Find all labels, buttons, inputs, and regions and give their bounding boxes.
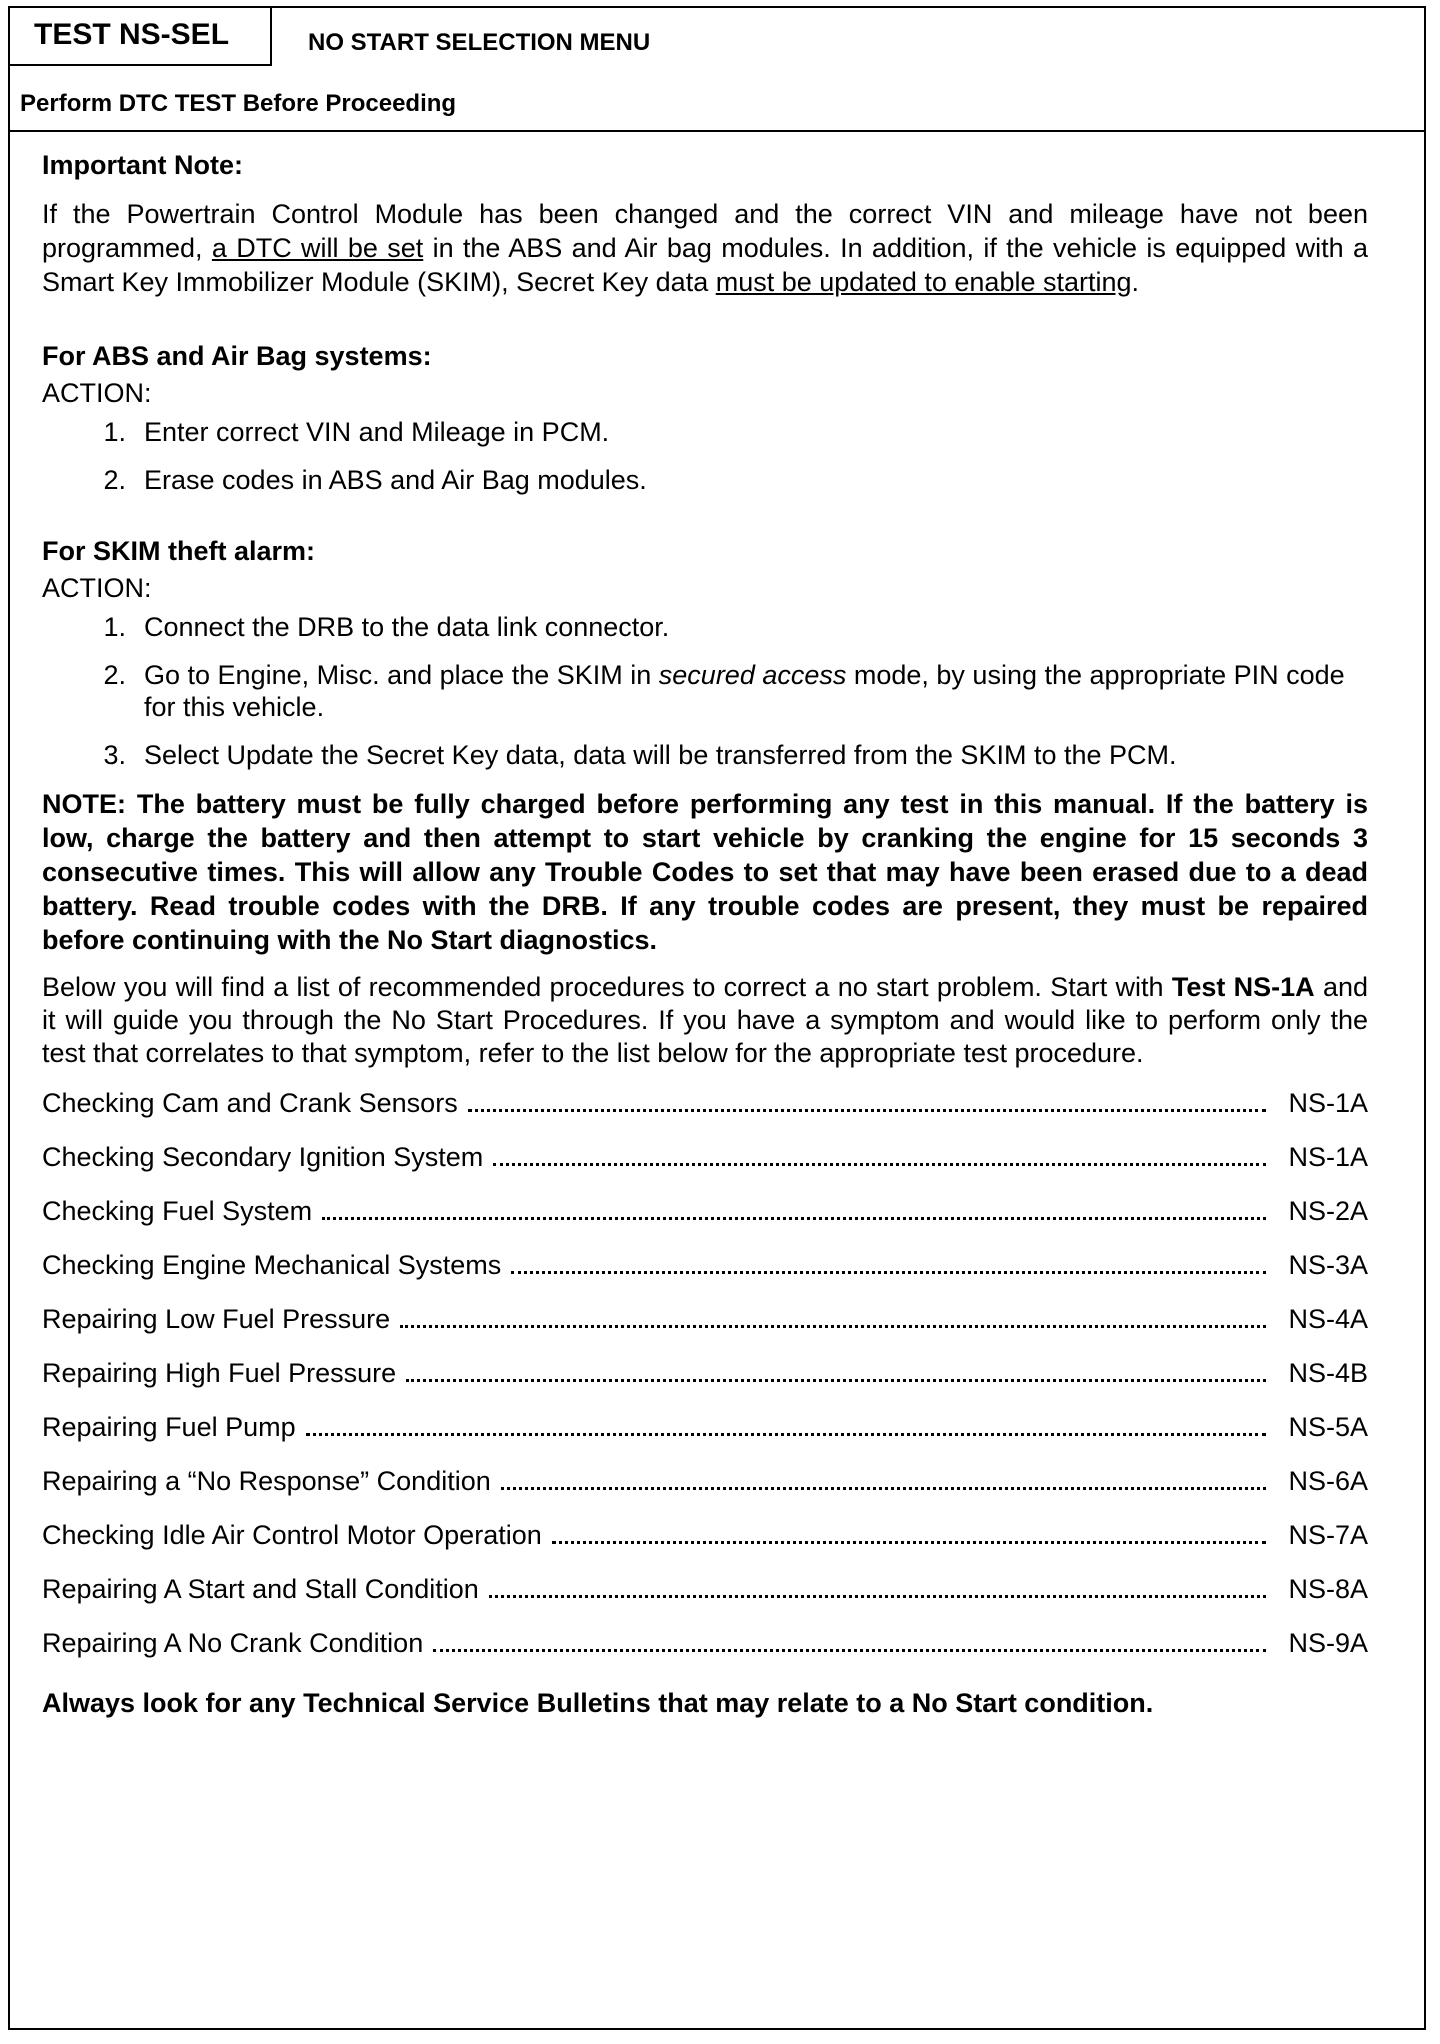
abs-step bbox=[42, 464, 1368, 496]
procedure-label: Checking Fuel System bbox=[42, 1196, 313, 1226]
procedure-row bbox=[42, 1574, 1368, 1628]
step-text: Connect the DRB to the data link connector. bbox=[144, 612, 670, 642]
dot-leader bbox=[493, 1163, 1266, 1166]
procedure-row bbox=[42, 1088, 1368, 1142]
step-text: Enter correct VIN and Mileage in PCM. bbox=[144, 417, 610, 447]
procedure-label: Checking Cam and Crank Sensors bbox=[42, 1088, 458, 1118]
battery-note: NOTE: The battery must be fully charged before performing any test in this manual. If the battery is low, charge the battery and then attempt to start vehicle by cranking the engine for 15 seconds 3 consecutive times. This will allow any Trouble Codes to set that may have been erased due to a dead battery. Read trouble codes with the DRB. If any trouble codes are present, they must be repaired before continuing with the No Start diagnostics. bbox=[42, 789, 1368, 955]
dot-leader bbox=[400, 1325, 1266, 1328]
procedure-label: Checking Secondary Ignition System bbox=[42, 1142, 484, 1172]
procedure-label: Repairing Low Fuel Pressure bbox=[42, 1304, 391, 1334]
procedure-code: NS-1A bbox=[1288, 1142, 1368, 1172]
step-number: 1. bbox=[103, 417, 126, 447]
dot-leader bbox=[511, 1271, 1266, 1274]
procedure-code: NS-4B bbox=[1288, 1358, 1368, 1388]
test-title: NO START SELECTION MENU bbox=[308, 29, 651, 56]
note-text-3: . bbox=[1131, 267, 1140, 297]
intro-text-a: Below you will find a list of recommended procedures to correct a no start problem. Start with bbox=[42, 972, 1172, 1002]
procedure-code: NS-4A bbox=[1288, 1304, 1368, 1334]
dot-leader bbox=[306, 1433, 1267, 1436]
dot-leader bbox=[322, 1217, 1266, 1220]
step-text: Select Update the Secret Key data, data will be transferred from the SKIM to the PCM. bbox=[144, 740, 1177, 770]
step-number: 2. bbox=[103, 465, 126, 495]
step-number: 2. bbox=[103, 660, 126, 690]
intro-bold: Test NS-1A bbox=[1171, 972, 1315, 1002]
dot-leader bbox=[501, 1487, 1267, 1490]
final-note: Always look for any Technical Service Bulletins that may relate to a No Start condition. bbox=[42, 1688, 1154, 1718]
abs-action-label: ACTION: bbox=[42, 378, 152, 408]
abs-step bbox=[42, 416, 1368, 448]
procedure-row bbox=[42, 1250, 1368, 1304]
procedure-code: NS-6A bbox=[1288, 1466, 1368, 1496]
intro-paragraph bbox=[42, 971, 1368, 1070]
note-text-2: in the ABS and Air bag modules. In addition, if the vehicle is equipped with a Smart Key Immobilizer Module (SKIM), Secret Key data bbox=[42, 233, 1368, 297]
skim-step bbox=[42, 739, 1368, 771]
step-text: Erase codes in ABS and Air Bag modules. bbox=[144, 465, 647, 495]
procedure-code: NS-3A bbox=[1288, 1250, 1368, 1280]
abs-heading: For ABS and Air Bag systems: bbox=[42, 341, 432, 371]
step-text-b: mode, by using the appropriate PIN code for this vehicle. bbox=[144, 660, 1345, 722]
procedure-row bbox=[42, 1196, 1368, 1250]
header-row bbox=[10, 8, 1424, 66]
procedure-list bbox=[42, 1088, 1368, 1682]
procedure-row bbox=[42, 1304, 1368, 1358]
skim-heading: For SKIM theft alarm: bbox=[42, 536, 316, 566]
procedure-code: NS-9A bbox=[1288, 1628, 1368, 1658]
procedure-code: NS-1A bbox=[1288, 1088, 1368, 1118]
procedure-label: Repairing A Start and Stall Condition bbox=[42, 1574, 479, 1604]
procedure-code: NS-5A bbox=[1288, 1412, 1368, 1442]
procedure-label: Checking Idle Air Control Motor Operation bbox=[42, 1520, 542, 1550]
procedure-row bbox=[42, 1412, 1368, 1466]
test-id: TEST NS-SEL bbox=[10, 8, 272, 66]
procedure-row bbox=[42, 1142, 1368, 1196]
procedure-row bbox=[42, 1466, 1368, 1520]
dot-leader bbox=[489, 1595, 1267, 1598]
content bbox=[42, 150, 1368, 1720]
procedure-code: NS-2A bbox=[1288, 1196, 1368, 1226]
subheader: Perform DTC TEST Before Proceeding bbox=[10, 66, 1424, 132]
skim-step bbox=[42, 659, 1368, 723]
step-text bbox=[144, 659, 1368, 723]
dot-leader bbox=[468, 1109, 1267, 1112]
note-underline-2: must be updated to enable starting bbox=[715, 267, 1132, 297]
important-note-heading: Important Note: bbox=[42, 150, 243, 180]
procedure-row bbox=[42, 1628, 1368, 1682]
procedure-label: Repairing High Fuel Pressure bbox=[42, 1358, 397, 1388]
step-number: 1. bbox=[103, 612, 126, 642]
procedure-label: Repairing a “No Response” Condition bbox=[42, 1466, 491, 1496]
procedure-label: Checking Engine Mechanical Systems bbox=[42, 1250, 502, 1280]
procedure-code: NS-7A bbox=[1288, 1520, 1368, 1550]
note-underline-1: a DTC will be set bbox=[211, 233, 424, 263]
procedure-label: Repairing A No Crank Condition bbox=[42, 1628, 424, 1658]
procedure-row bbox=[42, 1520, 1368, 1574]
skim-action-label: ACTION: bbox=[42, 573, 152, 603]
skim-step bbox=[42, 611, 1368, 643]
procedure-label: Repairing Fuel Pump bbox=[42, 1412, 296, 1442]
note-text-1: If the Powertrain Control Module has been changed and the correct VIN and mileage have not been programmed, bbox=[42, 199, 1368, 263]
important-note-text bbox=[42, 197, 1368, 299]
intro-text-b: and it will guide you through the No Start Procedures. If you have a symptom and would like to perform only the test that correlates to that symptom, refer to the list below for the appropriate test procedure. bbox=[42, 972, 1368, 1068]
dot-leader bbox=[552, 1541, 1267, 1544]
procedure-row bbox=[42, 1358, 1368, 1412]
step-italic: secured access bbox=[658, 660, 847, 690]
procedure-code: NS-8A bbox=[1288, 1574, 1368, 1604]
step-number: 3. bbox=[103, 740, 126, 770]
step-text-a: Go to Engine, Misc. and place the SKIM in bbox=[144, 660, 659, 690]
dot-leader bbox=[433, 1649, 1266, 1652]
dot-leader bbox=[406, 1379, 1266, 1382]
